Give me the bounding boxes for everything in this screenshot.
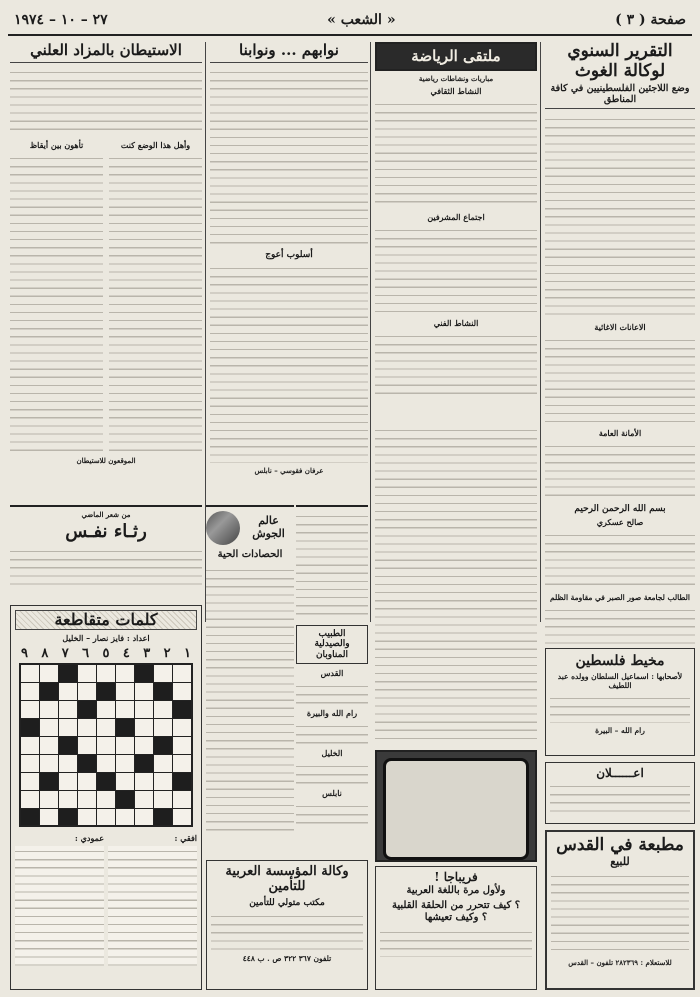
article-body [210,263,368,463]
column-rule [540,42,541,622]
article-body [545,605,695,645]
col-number: ٦ [82,646,90,662]
health-column [206,505,294,855]
ad-subtitle: للبيع [610,854,630,868]
poem-kicker: من شعر الماضي [81,510,131,519]
section-heading: أسلوب أعوج [265,250,313,261]
article-body [109,153,202,453]
article-signoff: عرفان فقوسي – نابلس [254,466,324,476]
ad-owners: لأصحابها : اسماعيل السلطان وولده عبد اللطيف [557,672,683,691]
ad-subtitle: مكتب متولي للتأمين [249,897,325,908]
prayer-line: بسم الله الرحمن الرحيم [574,503,666,514]
tailor-ad [545,648,695,756]
unrwa-report-article [545,42,695,602]
clues-heading: عمودي : [74,833,104,844]
notice-body [550,781,690,815]
pull-quote: الطالب لجامعة صور الصبر في مقاومة الظلم [550,592,690,602]
notice-box [545,762,695,824]
col-number: ٧ [61,646,69,662]
article-body [10,153,103,453]
article-body [375,225,537,315]
notice-title: اعــــــلان [596,766,644,780]
crossword-column-numbers [15,646,197,661]
poem-body [10,546,202,590]
clues-list [108,846,197,966]
ad-body [211,911,363,951]
listing [296,721,368,745]
column-rule [370,42,371,622]
city-name: رام الله والبيرة [306,708,358,719]
col-number: ٥ [102,646,110,662]
article-body [375,99,537,209]
ad-body [380,927,532,957]
crossword-grid [19,663,193,827]
article-body [545,441,695,501]
sports-subbanner: مباريات ونشاطات رياضية [418,74,494,84]
col-number: ٤ [122,646,130,662]
press-sale-ad [545,830,695,990]
article-headline: الاستيطان بالمزاد العلني [10,42,202,63]
ad-headline: فريباجا ! [434,870,478,884]
ad-question: ؟ وكيف تعيشها [424,911,488,923]
city-name: القدس [320,668,344,679]
article-signoff: الموقعون للاستيطان [76,456,136,466]
article-body [206,565,294,835]
column-brand: عالم الجوش [252,514,285,540]
section-heading: النشاط الثقافي [430,86,482,97]
section-heading: وأهل هذا الوضع كنت [120,140,191,151]
col-number: ٣ [143,646,151,662]
article-body [375,425,537,745]
page-number: صفحة ( ٣ ) [615,12,686,28]
tv-screen [383,758,529,860]
col-number: ٩ [21,646,28,662]
article-body [10,67,202,137]
article-continued [545,605,695,645]
deputies-article [210,42,368,502]
city-name: الخليل [321,748,343,759]
col-number: ٨ [41,646,49,662]
issue-date: ٢٧ – ١٠ – ١٩٧٤ [14,12,108,28]
clues-list [15,846,104,966]
author-name: صالح عسكري [596,516,644,527]
crossword-title: كلمات متقاطعة [15,610,197,630]
television-ad [375,750,537,862]
section-heading: تأهون بين أيقاظ [29,140,84,151]
article-headline: نوابهم ... ونوابنا [210,42,368,63]
ad-city: رام الله – البيرة [595,726,645,736]
newspaper-name: « الشعب » [327,12,396,28]
section-heading: الأمانة العامة [598,427,642,438]
sports-banner: ملتقى الرياضة [375,42,537,71]
listing [296,681,368,705]
crossword-box [10,605,202,990]
masthead [8,6,692,36]
ad-line: ولأول مرة باللغة العربية [406,884,506,896]
ad-phone: للاستعلام : ٢٨٢٣٦٩ تلفون – القدس [568,958,672,968]
section-heading: الاعانات الاغاثية [594,321,646,332]
sports-continued [375,425,537,745]
ad-body [551,871,689,955]
listing [296,761,368,785]
col-number: ١ [184,646,191,662]
author-photo [206,511,240,545]
col-number: ٢ [163,646,171,662]
sports-section [375,42,537,422]
poem-title: رثـاء نفـس [65,521,147,542]
clues-heading: افقي : [174,833,197,844]
section-heading: اجتماع المشرفين [427,212,485,223]
pharmacy-column [296,505,368,855]
article-body [545,530,695,590]
article-body [210,67,368,247]
listing [296,801,368,825]
pharmacy-title: الطبيب والصيدلية المناوبان [296,625,368,664]
article-headline: الحصادات الحية [217,549,283,560]
article-headline: التقرير السنوي لوكالة الغوث [567,42,673,81]
article-body [545,335,695,425]
article-body [375,331,537,401]
poem-section [10,505,202,600]
insurance-ad [206,860,368,990]
tv-ad-text [375,866,537,990]
ad-title: وكالة المؤسسة العربية للتأمين [225,864,349,894]
section-heading: النشاط الفني [433,318,479,329]
article-body [545,114,695,319]
article-subheadline: وضع اللاجئين الفلسطينيين في كافة المناطق [545,84,695,109]
ad-phone: تلفون ٣٦٧ ٣٢٢ ص . ب ٤٤٨ [242,953,332,963]
ad-question: ؟ كيف تتحرر من الحلقة القلبية [391,900,521,912]
crossword-author: اعداد : فايز نصار – الخليل [62,633,150,644]
city-name: نابلس [322,788,342,799]
settlement-article [10,42,202,502]
ad-body [550,693,690,723]
ad-title: مخيط فلسطين [575,653,665,669]
article-body [296,511,368,621]
ad-title: مطبعة في القدس [556,835,684,855]
